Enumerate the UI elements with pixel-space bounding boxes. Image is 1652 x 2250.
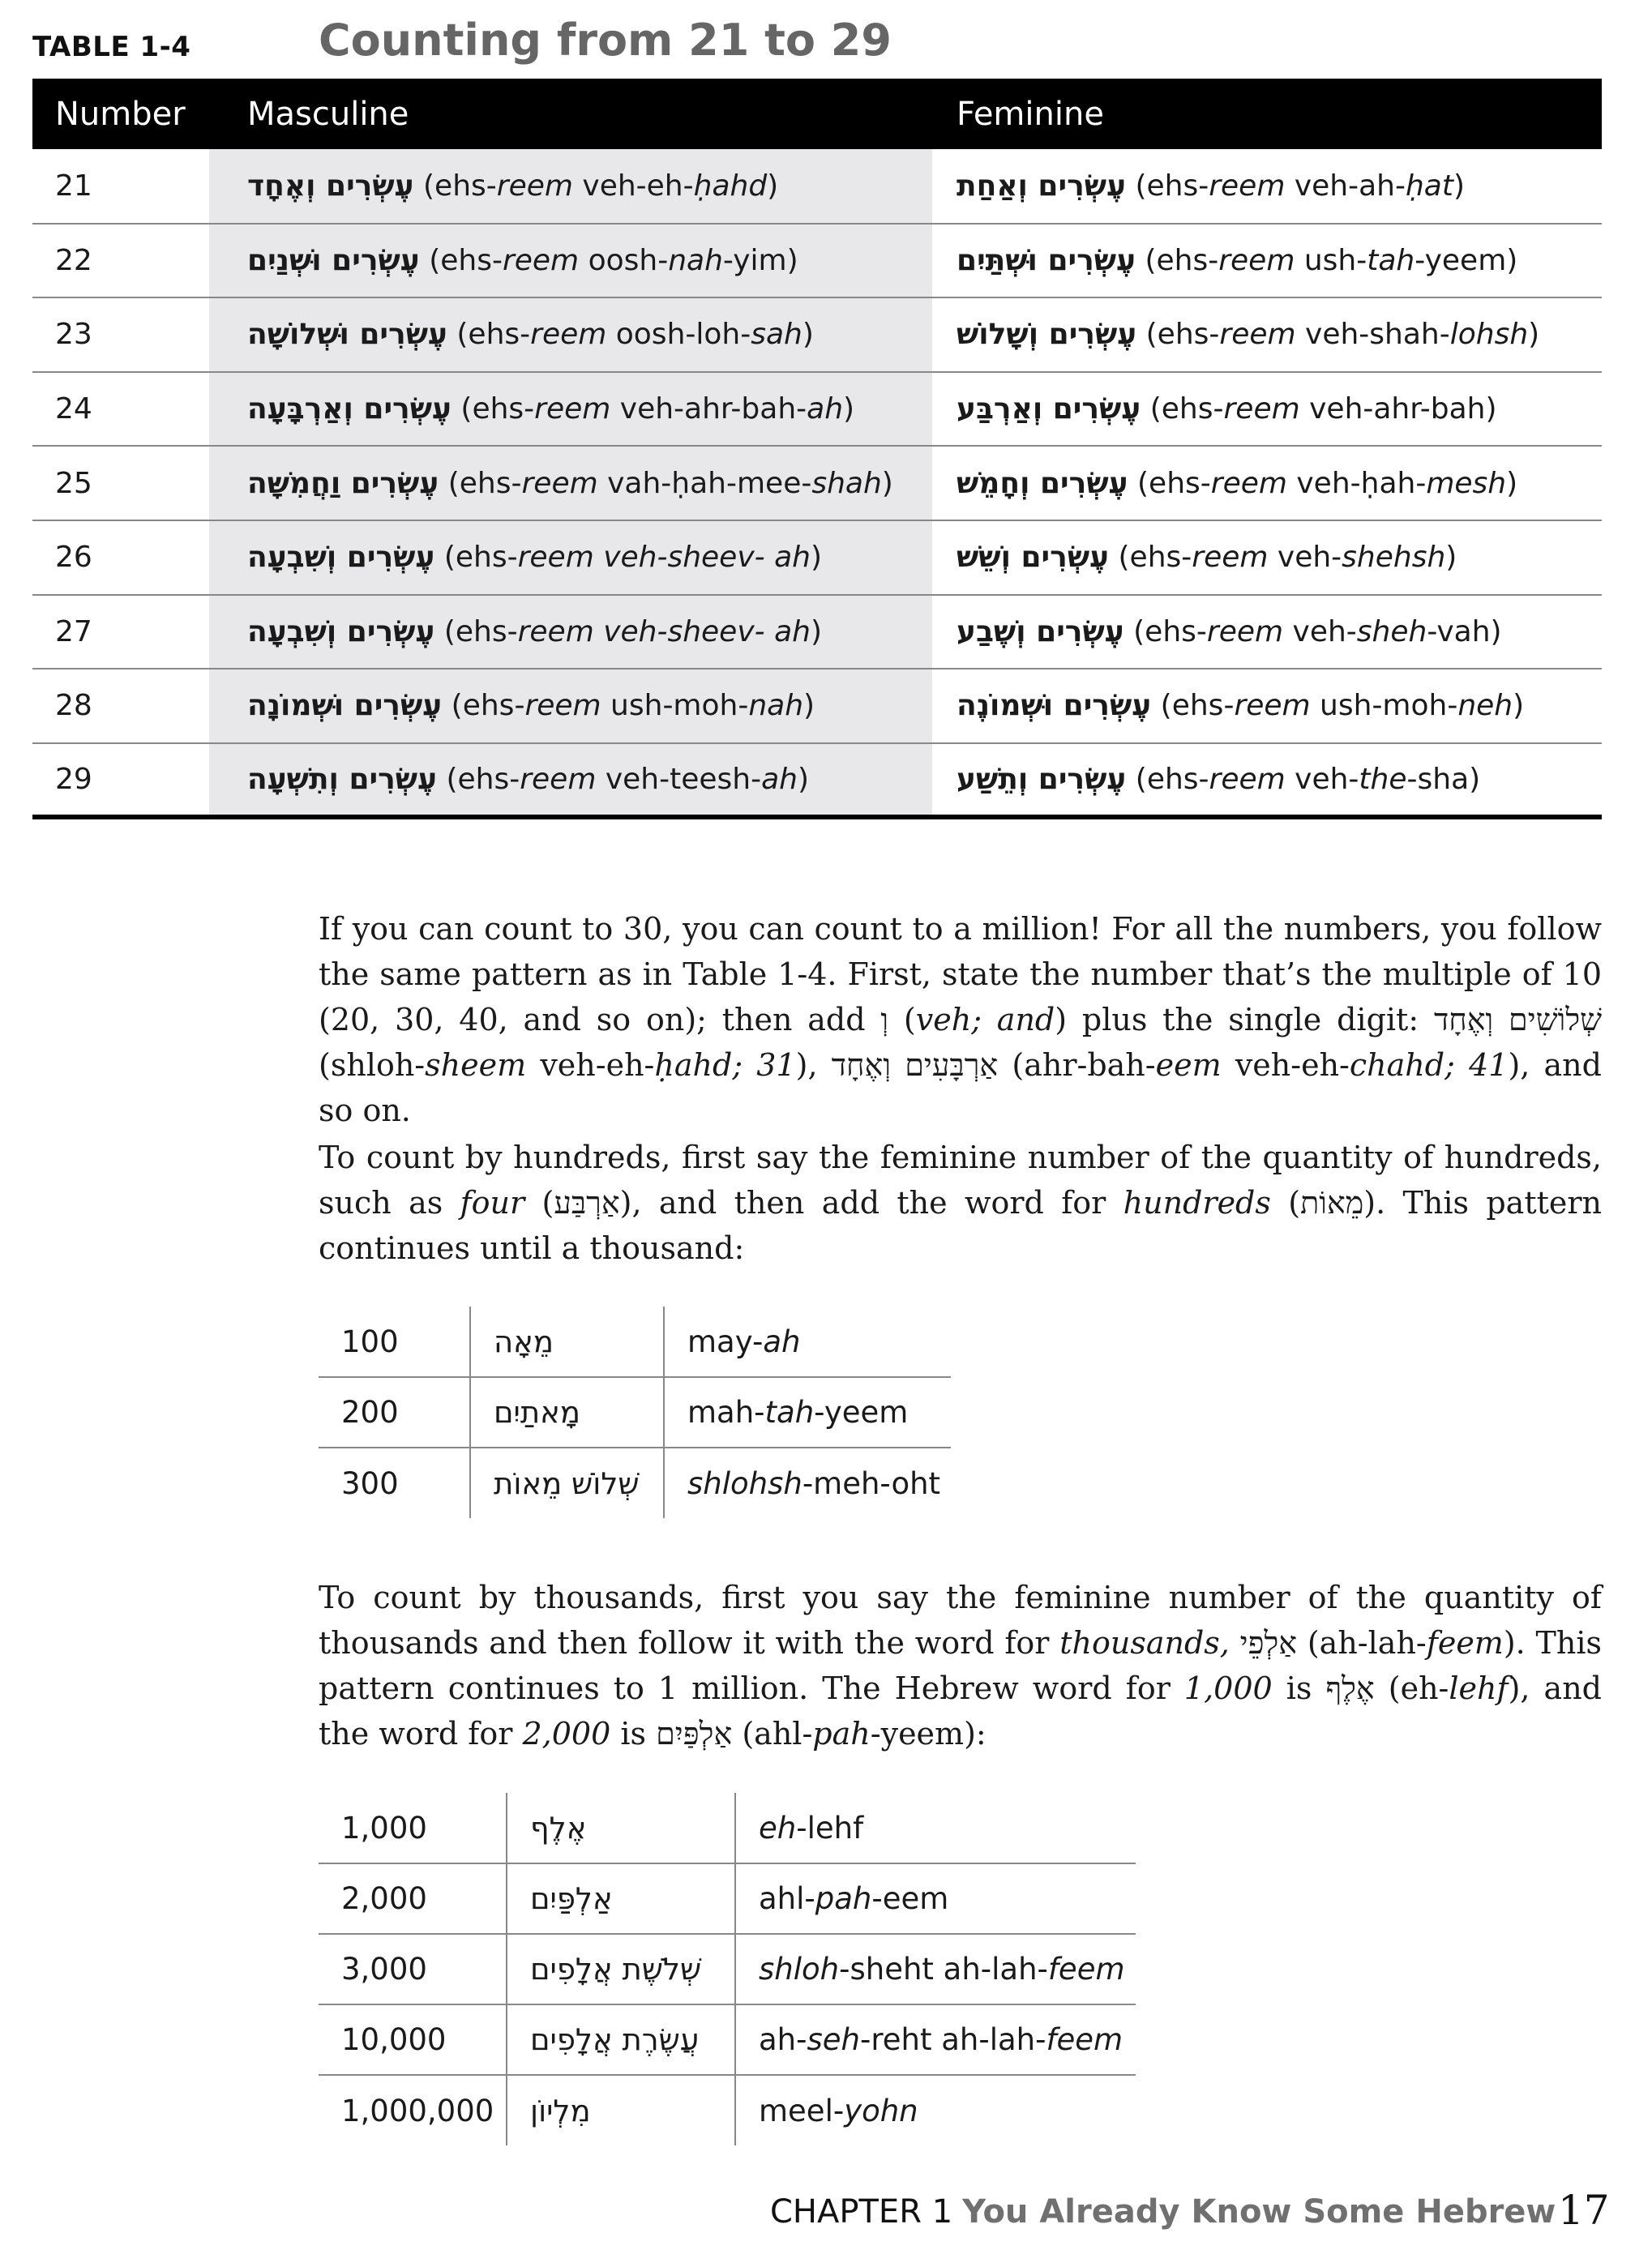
masculine-hebrew: עֶשְׂרִים וּשְׁנַיִם — [247, 243, 420, 277]
number-value: 22 — [55, 243, 92, 277]
feminine-cell — [932, 224, 1602, 298]
hebrew-cell: מָאתַיִם — [470, 1377, 664, 1448]
feminine-translit: (ehs-reem ush-tah-yeem) — [1145, 243, 1518, 277]
number-cell — [32, 297, 209, 372]
feminine-translit: (ehs-reem veh-the-sha) — [1135, 763, 1481, 797]
counting-table — [32, 79, 1602, 819]
hebrew-cell: שְׁלֹשֶׁת אֲלָפִים — [507, 1934, 735, 2004]
table-row — [32, 297, 1602, 372]
number-value: 26 — [55, 541, 92, 575]
masculine-translit: (ehs-reem veh-sheev- ah) — [443, 541, 822, 575]
number-cell — [32, 446, 209, 520]
masculine-hebrew: עֶשְׂרִים וְתִשְׁעָה — [247, 763, 437, 797]
hebrew-cell: שְׁלוֹשׁ מֵאוֹת — [470, 1448, 664, 1518]
feminine-cell — [932, 446, 1602, 520]
feminine-cell — [932, 669, 1602, 743]
translit-cell: eh-lehf — [735, 1793, 1136, 1863]
translit-cell: shloh-sheht ah-lah-feem — [735, 1934, 1136, 2004]
feminine-translit: (ehs-reem veh-shah-lohsh) — [1145, 318, 1540, 352]
translit-cell: ahl-pah-eem — [735, 1863, 1136, 1934]
feminine-hebrew: עֶשְׂרִים וְתֵשַׁע — [957, 763, 1127, 797]
masculine-translit: (ehs-reem oosh-loh-sah) — [456, 318, 814, 352]
feminine-hebrew: עֶשְׂרִים וְשֵׁשׁ — [957, 541, 1110, 575]
table-row — [32, 743, 1602, 818]
hebrew-four: אַרְבַּע — [554, 1185, 620, 1221]
masculine-hebrew: עֶשְׂרִים וְאֶחָד — [247, 169, 414, 203]
table-title: Counting from 21 to 29 — [319, 15, 892, 66]
paragraph-counting-pattern: If you can count to 30, you can count to a million! For all the numbers, you follow the same pattern as in Table 1-4. First, state the number that’s the multiple of 10 (20, 30, 40, and so on); then add וְ (veh; and) plus the single digit: שְׁלוֹשִׁים וְאֶחָד (shloh-sheem veh-eh-ḥahd; 31), אַרְבָּעִים וְאֶחָד (ahr-bah-eem veh-eh-chahd; 41), and so on. — [319, 911, 1603, 1128]
number-cell — [32, 595, 209, 669]
header-masculine: Masculine — [209, 79, 932, 149]
number-cell — [32, 669, 209, 743]
page-footer — [770, 2193, 1556, 2231]
feminine-hebrew: עֶשְׂרִים וְשָׁלוֹשׁ — [957, 318, 1137, 352]
masculine-hebrew: עֶשְׂרִים וַחֲמִשָּׁה — [247, 466, 439, 500]
masculine-cell — [209, 224, 932, 298]
number-value: 28 — [55, 689, 92, 723]
feminine-cell — [932, 297, 1602, 372]
feminine-translit: (ehs-reem veh-shehsh) — [1118, 541, 1457, 575]
masculine-cell — [209, 149, 932, 224]
page-number: 17 — [1558, 2187, 1610, 2234]
number-value: 29 — [55, 763, 92, 797]
hebrew-cell: מִלְיוֹן — [507, 2075, 735, 2145]
chapter-label: CHAPTER 1 — [770, 2193, 953, 2231]
hebrew-31: שְׁלוֹשִׁים וְאֶחָד — [1433, 1002, 1603, 1037]
translit-cell: meel-yohn — [735, 2075, 1136, 2145]
feminine-hebrew: עֶשְׂרִים וּשְׁתַּיִם — [957, 243, 1136, 277]
number-cell: 2,000 — [319, 1863, 507, 1934]
feminine-translit: (ehs-reem veh-ahr-bah) — [1149, 392, 1497, 426]
feminine-cell — [932, 595, 1602, 669]
feminine-cell — [932, 372, 1602, 447]
header-number: Number — [32, 79, 209, 149]
translit-cell: shlohsh-meh-oht — [664, 1448, 951, 1518]
number-cell: 10,000 — [319, 2004, 507, 2075]
number-cell: 300 — [341, 1465, 399, 1501]
number-cell: 1,000 — [319, 1793, 507, 1863]
feminine-translit: (ehs-reem veh-ah-ḥat) — [1135, 169, 1466, 203]
translit-cell: ah-seh-reht ah-lah-feem — [735, 2004, 1136, 2075]
hebrew-cell: עֲשֶׂרֶת אֲלָפִים — [507, 2004, 735, 2075]
masculine-translit: (ehs-reem oosh-nah-yim) — [429, 243, 798, 277]
table-row — [319, 1793, 1136, 1863]
masculine-cell — [209, 743, 932, 818]
table-row — [319, 1377, 951, 1448]
number-value: 25 — [55, 466, 92, 500]
translit-cell: may-ah — [664, 1307, 951, 1377]
hebrew-2000: אַלְפַּיִם — [656, 1716, 733, 1752]
table-row — [319, 1863, 1136, 1934]
masculine-translit: (ehs-reem veh-teesh-ah) — [446, 763, 810, 797]
hebrew-41: אַרְבָּעִים וְאֶחָד — [831, 1047, 999, 1083]
masculine-hebrew: עֶשְׂרִים וְשִׁבְעָה — [247, 614, 435, 648]
feminine-hebrew: עֶשְׂרִים וְחָמֵשׁ — [957, 466, 1128, 500]
masculine-cell — [209, 520, 932, 595]
number-cell — [32, 520, 209, 595]
feminine-cell — [932, 520, 1602, 595]
masculine-cell — [209, 446, 932, 520]
table-row — [319, 1448, 951, 1518]
number-value: 24 — [55, 392, 92, 426]
table-row — [32, 149, 1602, 224]
number-cell — [32, 743, 209, 818]
feminine-hebrew: עֶשְׂרִים וְאַחַת — [957, 169, 1126, 203]
hebrew-thousands: אַלְפֵי — [1239, 1625, 1298, 1661]
table-row — [319, 1307, 951, 1377]
table-header-row — [32, 79, 1602, 149]
feminine-cell — [932, 743, 1602, 818]
hebrew-cell: מֵאָה — [470, 1307, 664, 1377]
feminine-hebrew: עֶשְׂרִים וּשְׁמוֹנֶה — [957, 689, 1152, 723]
header-feminine: Feminine — [932, 79, 1602, 149]
masculine-hebrew: עֶשְׂרִים וּשְׁלוֹשָׁה — [247, 318, 447, 352]
masculine-cell — [209, 595, 932, 669]
number-cell: 200 — [319, 1377, 470, 1448]
feminine-hebrew: עֶשְׂרִים וְאַרְבַּע — [957, 392, 1141, 426]
hebrew-hundreds: מֵאוֹת — [1300, 1185, 1364, 1221]
number-cell: 100 — [319, 1307, 470, 1377]
table-row — [32, 224, 1602, 298]
table-row — [32, 372, 1602, 447]
number-cell: 3,000 — [319, 1934, 507, 2004]
number-cell — [32, 224, 209, 298]
table-row — [32, 669, 1602, 743]
translit-cell: mah-tah-yeem — [664, 1377, 951, 1448]
feminine-cell — [932, 149, 1602, 224]
number-value: 27 — [55, 614, 92, 648]
hebrew-1000: אֶלֶף — [1325, 1670, 1375, 1706]
table-label: TABLE 1-4 — [32, 31, 191, 63]
number-value: 21 — [55, 169, 92, 203]
table-row — [32, 520, 1602, 595]
number-cell — [32, 372, 209, 447]
feminine-translit: (ehs-reem veh-ḥah-mesh) — [1137, 466, 1518, 500]
hebrew-cell: אַלְפַּיִם — [507, 1863, 735, 1934]
table-row — [319, 1934, 1136, 2004]
masculine-hebrew: עֶשְׂרִים וּשְׁמוֹנָה — [247, 689, 443, 723]
table-row — [32, 446, 1602, 520]
masculine-cell — [209, 297, 932, 372]
paragraph-hundreds: To count by hundreds, first say the feminine number of the quantity of hundreds, such as four (אַרְבַּע), and then add the word for hundreds (מֵאוֹת). This pattern continues until a thousand: — [319, 1140, 1603, 1266]
masculine-cell — [209, 372, 932, 447]
masculine-translit: (ehs-reem veh-eh-ḥahd) — [423, 169, 779, 203]
hebrew-cell: אֶלֶף — [507, 1793, 735, 1863]
hundreds-table — [319, 1307, 951, 1518]
masculine-translit: (ehs-reem veh-sheev- ah) — [443, 614, 822, 648]
feminine-hebrew: עֶשְׂרִים וְשֶׁבַע — [957, 614, 1124, 648]
masculine-hebrew: עֶשְׂרִים וְשִׁבְעָה — [247, 541, 435, 575]
chapter-title: You Already Know Some Hebrew — [962, 2193, 1556, 2231]
feminine-translit: (ehs-reem veh-sheh-vah) — [1133, 614, 1502, 648]
masculine-translit: (ehs-reem vah-ḥah-mee-shah) — [447, 466, 893, 500]
number-cell — [32, 149, 209, 224]
table-row — [319, 2004, 1136, 2075]
table-row — [319, 2075, 1136, 2145]
masculine-hebrew: עֶשְׂרִים וְאַרְבָּעָה — [247, 392, 452, 426]
masculine-translit: (ehs-reem ush-moh-nah) — [451, 689, 815, 723]
table-row — [32, 595, 1602, 669]
thousands-table — [319, 1793, 1136, 2145]
paragraph-thousands: To count by thousands, first you say the feminine number of the quantity of thousands and then follow it with the word for thousands, אַלְפֵי (ah-lah-feem). This pattern continues to 1 million. The Hebrew word for 1,000 is אֶלֶף (eh-lehf), and the word for 2,000 is אַלְפַּיִם (ahl-pah-yeem): — [319, 1580, 1602, 1752]
masculine-translit: (ehs-reem veh-ahr-bah-ah) — [460, 392, 855, 426]
number-value: 23 — [55, 318, 92, 352]
hebrew-veh: וְ — [880, 1002, 889, 1037]
feminine-translit: (ehs-reem ush-moh-neh) — [1160, 689, 1525, 723]
number-cell: 1,000,000 — [341, 2093, 494, 2128]
masculine-cell — [209, 669, 932, 743]
